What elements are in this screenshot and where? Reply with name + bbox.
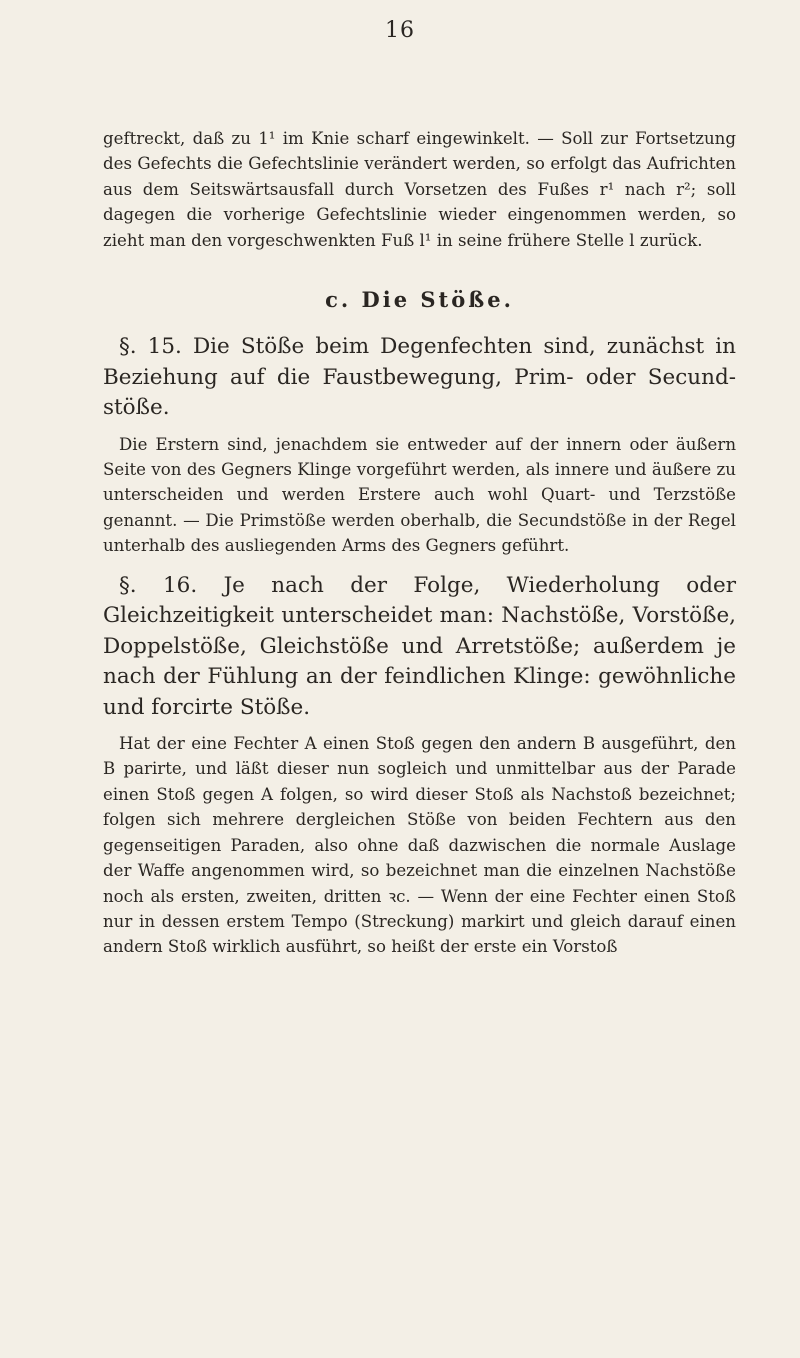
page-number: 16 (385, 18, 415, 43)
paragraph-section-16-detail: Hat der eine Fechter A einen Stoß gegen den andern B ausgeführt, den B parirte, und läßt dieser nun sogleich und unmittelbar aus der Parade einen Stoß gegen A folgen, so wird dieser Stoß als Nachstoß bezeichnet; folgen sich mehrere dergleichen Stöße von beiden Fechtern aus den gegenseitigen Paraden, also ohne daß dazwischen die normale Auslage der Waffe angenommen wird, so bezeichnet man die einzelnen Nachstöße noch als ersten, zweiten, dritten ꝛc. — Wenn der eine Fechter einen Stoß nur in dessen erstem Tempo (Streckung) markirt und gleich darauf einen andern Stoß wirklich ausführt, so heißt der erste ein Vorstoß (103, 734, 736, 957)
body-text (103, 126, 736, 960)
section-heading: c. Die Stöße. (325, 287, 514, 313)
paragraph-section-16-lead: §. 16. Je nach der Folge, Wiederholung oder Gleichzeitigkeit unterscheidet man: Nachstöße, Vorstöße, Doppelstöße, Gleichstöße und Arretstöße; außerdem je nach der Fühlung an der feindlichen Klinge: gewöhnliche und forcirte Stöße. (103, 572, 736, 720)
paragraph-section-15-lead: §. 15. Die Stöße beim Degenfechten sind, zunächst in Beziehung auf die Faustbewegung, Prim- oder Secund-stöße. (103, 334, 736, 421)
paragraph-section-15-detail: Die Erstern sind, jenachdem sie entweder auf der innern oder äußern Seite von des Gegners Klinge vorgeführt werden, als innere und äußere zu unterscheiden und werden Erstere auch wohl Quart- und Terzstöße genannt. — Die Primstöße werden oberhalb, die Secundstöße in der Regel unterhalb des ausliegenden Arms des Gegners geführt. (103, 434, 736, 556)
paragraph-continuation: geftreckt, daß zu 1¹ im Knie scharf eingewinkelt. — Soll zur Fortsetzung des Gefechts die Gefechtslinie verändert werden, so erfolgt das Aufrichten aus dem Seitswärtsausfall durch Vorsetzen des Fußes r¹ nach r²; soll dagegen die vorherige Gefechtslinie wieder eingenommen werden, so zieht man den vorgeschwenkten Fuß l¹ in seine frühere Stelle l zurück. (103, 129, 736, 250)
